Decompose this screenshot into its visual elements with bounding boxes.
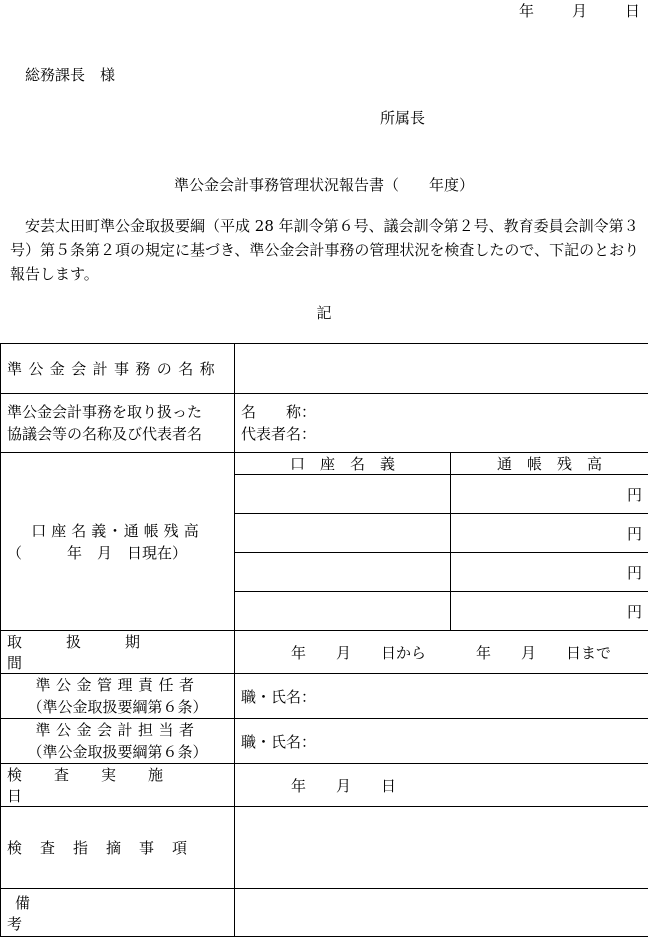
ki-heading: 記 [0,302,648,323]
table-row [1,674,648,719]
table-row [1,394,648,453]
table-row [1,719,648,764]
account-name-cell[interactable] [235,553,451,592]
row-label-manager: 準公金管理責任者 （準公金取扱要綱第６条） [1,674,235,719]
account-name-cell[interactable] [235,475,451,514]
remarks-cell[interactable] [235,889,648,937]
balance-cell[interactable]: 円 [451,592,648,631]
row-label-account: 口座名義･通帳残高 （ 年 月 日現在） [1,453,235,631]
input-cell-organization[interactable] [235,394,648,453]
row-label-name [1,344,235,394]
table-row [1,764,648,807]
row-label-period: 取扱期間 [1,631,235,674]
table-row [1,807,648,889]
report-form-table [0,343,648,937]
year-label: 年 [519,0,534,21]
balance-cell[interactable]: 円 [451,514,648,553]
table-row [1,889,648,937]
label-text: 準公金会計事務の名称 [7,358,228,379]
manager-cell[interactable]: 職・氏名： [235,674,648,719]
row-label-accountant: 準公金会計担当者 （準公金取扱要綱第６条） [1,719,235,764]
balance-cell[interactable]: 円 [451,475,648,514]
day-label: 日 [625,0,640,21]
affiliation-head: 所属長 [380,107,425,128]
period-to: 年 月 日まで [476,644,611,662]
period-from: 年 月 日から [291,644,426,662]
document-title: 準公金会計事務管理状況報告書（ 年度） [0,174,648,195]
org-name-label: 名 称： [241,401,642,423]
row-label-remarks: 備考 [1,889,235,937]
representative-label: 代表者名： [241,423,642,445]
period-cell[interactable] [235,631,648,674]
account-name-cell[interactable] [235,592,451,631]
balance-cell[interactable]: 円 [451,553,648,592]
inspection-date-cell[interactable]: 年 月 日 [235,764,648,807]
accountant-cell[interactable]: 職・氏名： [235,719,648,764]
table-row [1,344,648,394]
input-cell-name[interactable] [235,344,648,394]
row-label-findings: 検査指摘事項 [1,807,235,889]
col-header-balance: 通 帳 残 高 [451,453,648,475]
row-label-inspection-date: 検査実施日 [1,764,235,807]
col-header-account: 口 座 名 義 [235,453,451,475]
table-row [1,631,648,674]
date-header [519,0,640,21]
addressee: 総務課長 様 [25,64,115,85]
table-row [1,453,648,475]
body-paragraph: 安芸太田町準公金取扱要綱（平成 28 年訓令第６号、議会訓令第２号、教育委員会訓令第３号）第５条第２項の規定に基づき、準公金会計事務の管理状況を検査したので、下記のとおり報告します。 [10,214,640,286]
findings-cell[interactable] [235,807,648,889]
account-name-cell[interactable] [235,514,451,553]
row-label-organization: 準公金会計事務を取り扱った 協議会等の名称及び代表者名 [1,394,235,453]
month-label: 月 [572,0,587,21]
